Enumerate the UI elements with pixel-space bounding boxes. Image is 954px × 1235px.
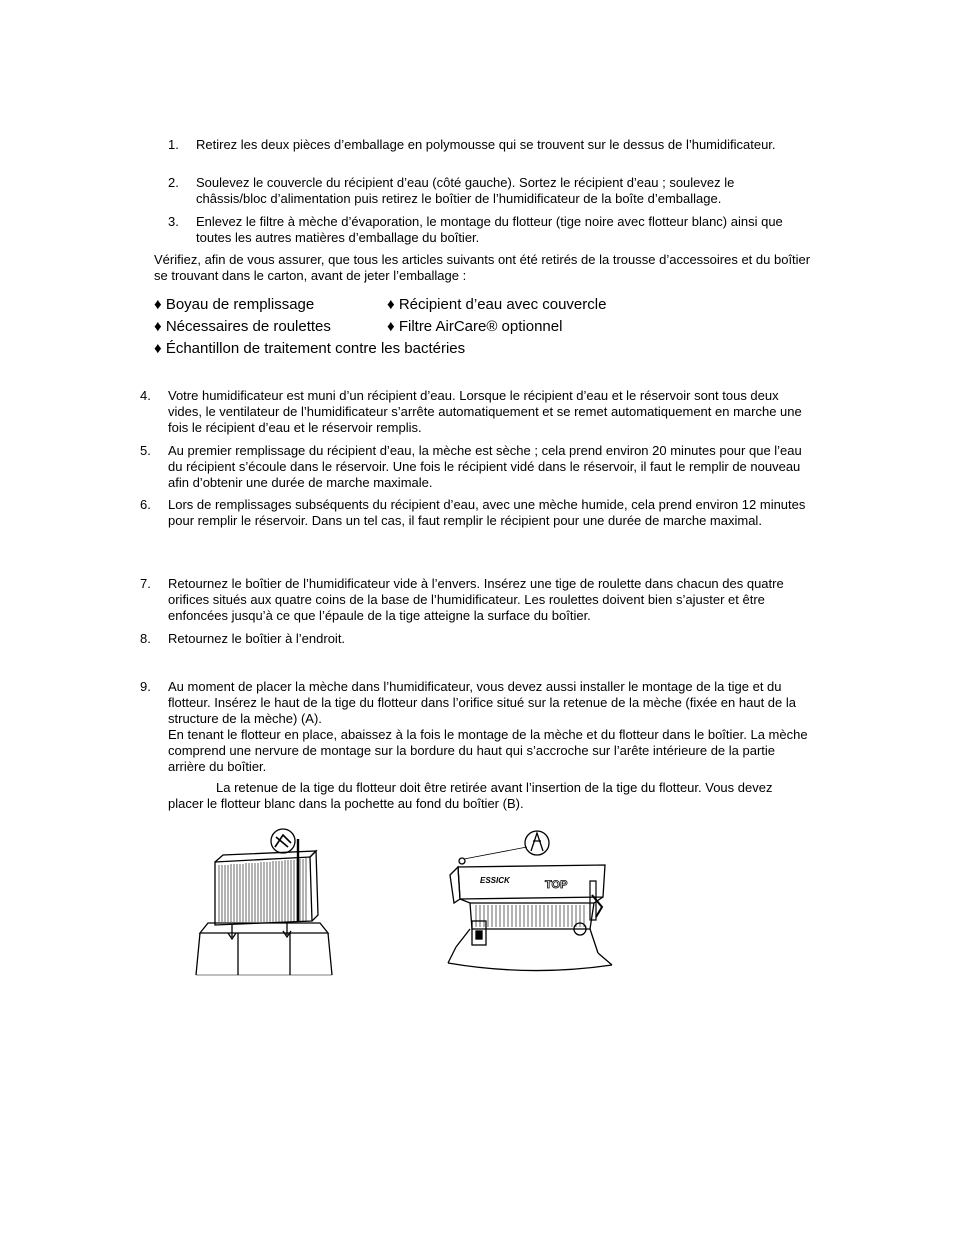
checklist-item-fill-hose: ♦ Boyau de remplissage xyxy=(154,296,315,313)
step-2-number: 2. xyxy=(168,175,179,190)
figure-b-brand-label: ESSICK xyxy=(480,876,510,885)
figure-b-top-label: TOP xyxy=(545,879,568,891)
step-9-text-continued: En tenant le flotteur en place, abaissez à la fois le montage de la mèche et du flotteur dans le boîtier. La mèche comprend une nervure de montage sur la bordure du haut qui s’accroche sur l’arête intérieure de la partie arrière du boîtier. xyxy=(168,727,808,774)
step-7-number: 7. xyxy=(140,576,151,591)
verify-paragraph: Vérifiez, afin de vous assurer, que tous les articles suivants ont été retirés de la trousse d’accessoires et du boîtier se trouvant dans le carton, avant de jeter l’emballage : xyxy=(154,252,811,283)
figure-b-float-insertion xyxy=(420,825,620,980)
step-1-number: 1. xyxy=(168,137,179,152)
checklist-item-bacteria-treatment: ♦ Échantillon de traitement contre les bactéries xyxy=(154,340,466,357)
figure-a-wick-installation xyxy=(190,825,340,980)
step-8-text: Retournez le boîtier à l’endroit. xyxy=(168,631,346,646)
note-paragraph: La retenue de la tige du flotteur doit être retirée avant l’insertion de la tige du flotteur. Vous devez placer le flotteur blanc dans la pochette au fond du boîtier (B). xyxy=(168,780,773,811)
step-5-number: 5. xyxy=(140,443,151,458)
step-3-text: Enlevez le filtre à mèche d’évaporation, le montage du flotteur (tige noire avec flotteur blanc) ainsi que toutes les autres matières d’emballage du boîtier. xyxy=(196,214,783,245)
step-1-text: Retirez les deux pièces d’emballage en polymousse qui se trouvent sur le dessus de l’humidificateur. xyxy=(196,137,776,152)
step-6-number: 6. xyxy=(140,497,151,512)
step-6-text: Lors de remplissages subséquents du récipient d’eau, avec une mèche humide, cela prend environ 12 minutes pour remplir le réservoir. Dans un tel cas, il faut remplir le récipient pour une durée de marche maximal. xyxy=(168,497,806,528)
step-4-text: Votre humidificateur est muni d’un récipient d’eau. Lorsque le récipient d’eau et le réservoir sont tous deux vides, le ventilateur de l’humidificateur s’arrête automatiquement et se remet automatiquement en marche une fois le récipient d’eau et le réservoir remplis. xyxy=(168,388,802,435)
checklist-item-caster-kit: ♦ Nécessaires de roulettes xyxy=(154,318,331,335)
step-2-text: Soulevez le couvercle du récipient d’eau (côté gauche). Sortez le récipient d’eau ; soulevez le châssis/bloc d’alimentation puis retirez le boîtier de l’humidificateur de la boîte d’emballage. xyxy=(196,175,735,206)
step-8-number: 8. xyxy=(140,631,151,646)
step-7-text: Retournez le boîtier de l’humidificateur vide à l’envers. Insérez une tige de roulette dans chacun des quatre orifices situés aux quatre coins de la base de l’humidificateur. Les roulettes doivent bien s’ajuster et être enfoncées jusqu’à ce que l’épaule de la tige atteigne la surface du boîtier. xyxy=(168,576,784,623)
step-4-number: 4. xyxy=(140,388,151,403)
step-9-number: 9. xyxy=(140,679,151,694)
step-3-number: 3. xyxy=(168,214,179,229)
checklist-item-water-bottle: ♦ Récipient d’eau avec couvercle xyxy=(387,296,607,313)
step-5-text: Au premier remplissage du récipient d’eau, la mèche est sèche ; cela prend environ 20 minutes pour que l’eau du récipient s’écoule dans le réservoir. Une fois le récipient vidé dans le réservoir, il faut le remplir de nouveau afin d’obtenir une durée de marche maximale. xyxy=(168,443,802,490)
checklist-item-aircare-filter: ♦ Filtre AirCare® optionnel xyxy=(387,318,563,335)
step-9-text: Au moment de placer la mèche dans l’humidificateur, vous devez aussi installer le montage de la tige et du flotteur. Insérez le haut de la tige du flotteur dans l’orifice situé sur la retenue de la mèche (fixée en haut de la structure de la mèche) (A). xyxy=(168,679,796,726)
